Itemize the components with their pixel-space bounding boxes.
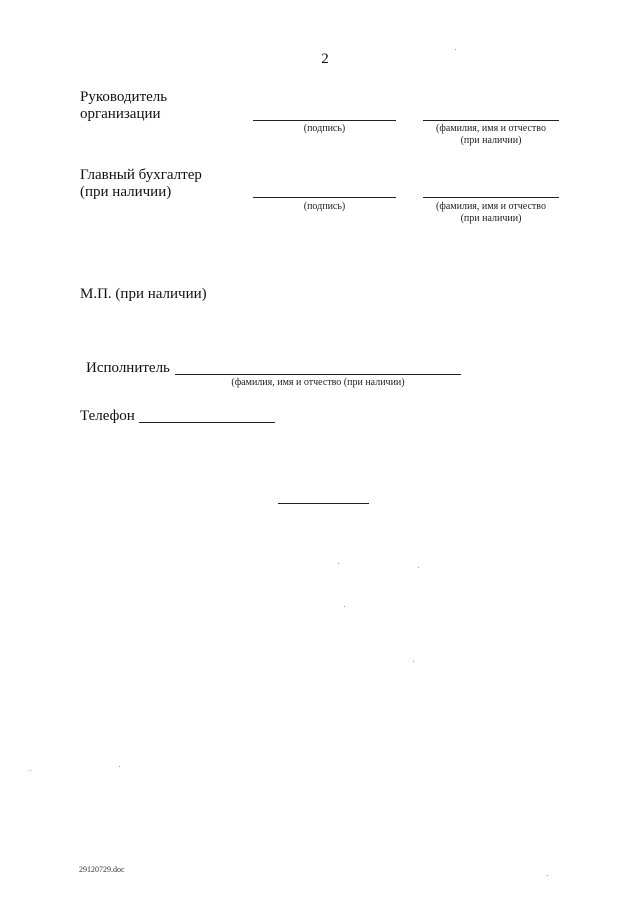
director-label-line1: Руководитель	[80, 89, 168, 105]
director-name-caption-line2: (при наличии)	[460, 135, 522, 146]
accountant-name-caption-line1: (фамилия, имя и отчество	[436, 201, 546, 212]
executor-caption: (фамилия, имя и отчество (при наличии)	[231, 377, 405, 388]
director-name-caption-line1: (фамилия, имя и отчество	[436, 123, 546, 134]
director-signature-caption: (подпись)	[303, 123, 346, 134]
accountant-label-line2: (при наличии)	[80, 184, 172, 200]
director-signature-line	[253, 120, 396, 121]
accountant-name-line	[423, 197, 559, 198]
scan-speck	[413, 661, 414, 662]
scan-speck	[418, 567, 419, 568]
scan-speck	[119, 766, 120, 767]
scan-speck	[338, 563, 339, 564]
accountant-signature-line	[253, 197, 396, 198]
footer-file-name: 29120729.doc	[79, 865, 125, 874]
scan-speck	[455, 49, 456, 50]
scan-speck	[30, 770, 31, 771]
closing-separator-line	[278, 503, 369, 504]
phone-line	[139, 422, 275, 423]
director-label-line2: организации	[80, 106, 161, 122]
scan-speck	[344, 606, 345, 607]
accountant-label-line1: Главный бухгалтер	[80, 167, 202, 183]
executor-name-line	[175, 374, 461, 375]
executor-label: Исполнитель	[86, 360, 170, 376]
accountant-signature-caption: (подпись)	[303, 201, 346, 212]
director-name-line	[423, 120, 559, 121]
stamp-label: М.П. (при наличии)	[80, 286, 207, 302]
page-number: 2	[321, 51, 329, 67]
phone-label: Телефон	[80, 408, 135, 424]
accountant-name-caption-line2: (при наличии)	[460, 213, 522, 224]
scan-speck	[547, 875, 548, 876]
